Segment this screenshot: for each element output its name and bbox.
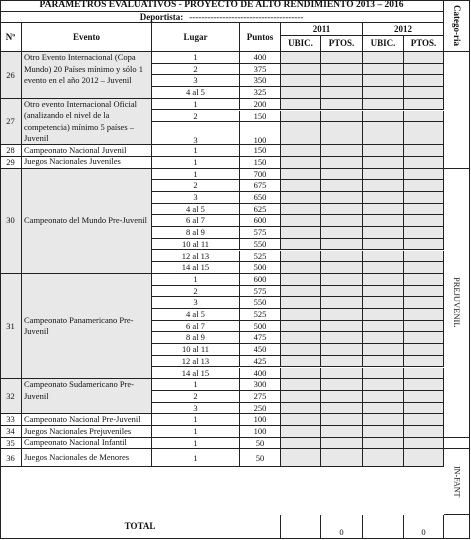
event-name: Campeonato Nacional Juvenil [22,145,152,157]
ubic-2011-input[interactable] [281,297,321,309]
ubic-2012-input[interactable] [363,286,404,298]
ubic-2012-input[interactable] [363,321,404,333]
header-points: Puntos [240,23,281,52]
ubic-2011-input[interactable] [281,122,321,145]
event-name: Campeonato Nacional Pre-Juvenil [22,414,152,426]
ptos-2011-input[interactable] [321,64,363,76]
ubic-2012-input[interactable] [363,99,404,111]
ubic-2012-input[interactable] [363,368,404,380]
category-infant: IN-FANT [444,449,470,515]
ubic-2011-input[interactable] [281,145,321,157]
ubic-2011-input[interactable] [281,227,321,239]
ubic-2012-input[interactable] [363,227,404,239]
points-cell: 250 [240,403,281,415]
place-cell: 1 [152,169,240,181]
ubic-2012-input[interactable] [363,403,404,415]
ubic-2012-input[interactable] [363,309,404,321]
ptos-2012-input[interactable] [404,274,444,286]
points-cell: 375 [240,64,281,76]
ptos-2012-input[interactable] [404,356,444,368]
ubic-2012-input[interactable] [363,251,404,263]
ptos-2012-input[interactable] [404,379,444,391]
ubic-2012-input[interactable] [363,274,404,286]
event-number: 32 [0,379,22,414]
ptos-2012-input[interactable] [404,403,444,415]
ptos-2012-input[interactable] [404,204,444,216]
ptos-2012-input[interactable] [404,157,444,169]
ubic-2012-input[interactable] [363,122,404,145]
place-cell: 6 al 7 [152,215,240,227]
place-cell: 2 [152,180,240,192]
sheet-title: PARAMETROS EVALUATIVOS - PROYECTO DE ALTO RENDIMIENTO 2013 – 2016 [0,0,444,12]
header-ptos-2012: PTOS. [404,36,444,52]
event-number: 33 [0,414,22,426]
ubic-2011-input[interactable] [281,64,321,76]
ubic-2012-input[interactable] [363,426,404,438]
ubic-2012-input[interactable] [363,215,404,227]
place-cell: 10 al 11 [152,344,240,356]
event-number: 27 [0,99,22,145]
place-cell: 2 [152,391,240,403]
ptos-2011-input[interactable] [321,391,363,403]
ubic-2011-input[interactable] [281,52,321,64]
ptos-2012-input[interactable] [404,215,444,227]
points-cell: 550 [240,297,281,309]
total-category [444,515,470,539]
ubic-2011-input[interactable] [281,157,321,169]
total-ptos-2011: 0 [321,515,363,539]
event-name: Juegos Nacionales de Menores [22,449,152,467]
place-cell: 1 [152,379,240,391]
ptos-2011-input[interactable] [321,379,363,391]
place-cell: 3 [152,192,240,204]
event-name: Otro Evento Internacional (Copa Mundo) 20 Países mínimo y sólo 1 evento en el año 2012 – Juvenil [22,52,152,99]
ubic-2011-input[interactable] [281,192,321,204]
header-year-2012: 2012 [363,23,444,36]
ubic-2012-input[interactable] [363,391,404,403]
ubic-2011-input[interactable] [281,332,321,344]
ptos-2011-input[interactable] [321,321,363,333]
ubic-2012-input[interactable] [363,262,404,274]
ptos-2012-input[interactable] [404,87,444,99]
ubic-2011-input[interactable] [281,169,321,181]
ubic-2011-input[interactable] [281,414,321,426]
ptos-2011-input[interactable] [321,204,363,216]
ptos-2011-input[interactable] [321,111,363,123]
place-cell: 3 [152,403,240,415]
ubic-2012-input[interactable] [363,449,404,467]
ubic-2012-input[interactable] [363,169,404,181]
total-label: TOTAL [0,515,281,539]
event-name: Campeonato Panamericano Pre-Juvenil [22,274,152,379]
ubic-2012-input[interactable] [363,356,404,368]
ubic-2011-input[interactable] [281,274,321,286]
ubic-2012-input[interactable] [363,111,404,123]
ubic-2011-input[interactable] [281,215,321,227]
event-name: Campeonato Nacional Infantil [22,438,152,450]
ptos-2011-input[interactable] [321,75,363,87]
place-cell: 1 [152,449,240,467]
place-cell: 14 al 15 [152,262,240,274]
place-cell: 1 [152,145,240,157]
ptos-2011-input[interactable] [321,52,363,64]
ubic-2011-input[interactable] [281,239,321,251]
ptos-2012-input[interactable] [404,192,444,204]
ptos-2012-input[interactable] [404,332,444,344]
ubic-2011-input[interactable] [281,251,321,263]
place-cell: 8 al 9 [152,227,240,239]
ptos-2012-input[interactable] [404,64,444,76]
points-cell: 475 [240,332,281,344]
ubic-2012-input[interactable] [363,332,404,344]
ptos-2011-input[interactable] [321,274,363,286]
points-cell: 600 [240,274,281,286]
place-cell: 12 al 13 [152,356,240,368]
ptos-2012-input[interactable] [404,344,444,356]
ubic-2012-input[interactable] [363,438,404,450]
ptos-2012-input[interactable] [404,75,444,87]
athlete-row [0,12,444,23]
points-cell: 675 [240,180,281,192]
ptos-2012-input[interactable] [404,99,444,111]
ptos-2012-input[interactable] [404,426,444,438]
ubic-2011-input[interactable] [281,111,321,123]
ptos-2012-input[interactable] [404,286,444,298]
ptos-2011-input[interactable] [321,356,363,368]
ptos-2011-input[interactable] [321,344,363,356]
ptos-2012-input[interactable] [404,449,444,467]
ptos-2012-input[interactable] [404,169,444,181]
ptos-2011-input[interactable] [321,192,363,204]
ptos-2011-input[interactable] [321,145,363,157]
event-number: 29 [0,157,22,169]
points-cell: 300 [240,379,281,391]
ubic-2011-input[interactable] [281,204,321,216]
points-cell: 600 [240,215,281,227]
header-category: Catego-ria [444,0,470,52]
ubic-2011-input[interactable] [281,87,321,99]
ptos-2012-input[interactable] [404,438,444,450]
points-cell: 150 [240,111,281,123]
place-cell: 3 [152,297,240,309]
event-number: 26 [0,52,22,99]
ptos-2011-input[interactable] [321,403,363,415]
ptos-2012-input[interactable] [404,111,444,123]
place-cell: 1 [152,414,240,426]
place-cell: 3 [152,122,240,145]
ubic-2012-input[interactable] [363,344,404,356]
ubic-2012-input[interactable] [363,379,404,391]
ptos-2011-input[interactable] [321,157,363,169]
place-cell: 1 [152,274,240,286]
ubic-2011-input[interactable] [281,379,321,391]
header-event: Evento [22,23,152,52]
ubic-2012-input[interactable] [363,52,404,64]
points-cell: 150 [240,157,281,169]
place-cell: 1 [152,157,240,169]
header-ptos-2011: PTOS. [321,36,363,52]
event-number: 35 [0,438,22,450]
ptos-2011-input[interactable] [321,368,363,380]
points-cell: 325 [240,87,281,99]
header-ubic-2011: UBIC. [281,36,321,52]
ubic-2011-input[interactable] [281,426,321,438]
event-name: Otro evento Internacional Oficial (analizando el nivel de la competencia) mínimo 5 países – Juvenil [22,99,152,145]
ubic-2011-input[interactable] [281,368,321,380]
ubic-2012-input[interactable] [363,75,404,87]
ptos-2012-input[interactable] [404,251,444,263]
ptos-2011-input[interactable] [321,122,363,145]
ptos-2012-input[interactable] [404,145,444,157]
ubic-2011-input[interactable] [281,403,321,415]
ubic-2011-input[interactable] [281,344,321,356]
header-num: Nº [0,23,22,52]
ptos-2011-input[interactable] [321,426,363,438]
points-cell: 200 [240,99,281,111]
ubic-2012-input[interactable] [363,204,404,216]
ubic-2011-input[interactable] [281,438,321,450]
event-number: 34 [0,426,22,438]
ubic-2012-input[interactable] [363,297,404,309]
ubic-2012-input[interactable] [363,87,404,99]
athlete-name-field[interactable]: -------------------------------------- [189,12,304,22]
ubic-2011-input[interactable] [281,262,321,274]
points-cell: 100 [240,414,281,426]
ptos-2011-input[interactable] [321,99,363,111]
place-cell: 4 al 5 [152,87,240,99]
ubic-2011-input[interactable] [281,180,321,192]
header-ubic-2012: UBIC. [363,36,404,52]
ptos-2011-input[interactable] [321,227,363,239]
header-place: Lugar [152,23,240,52]
place-cell: 10 al 11 [152,239,240,251]
points-cell: 575 [240,227,281,239]
category-gap [444,438,470,450]
ubic-2012-input[interactable] [363,64,404,76]
ubic-2011-input[interactable] [281,449,321,467]
points-cell: 550 [240,239,281,251]
points-cell: 575 [240,286,281,298]
points-cell: 100 [240,122,281,145]
place-cell: 2 [152,64,240,76]
ptos-2012-input[interactable] [404,122,444,145]
points-cell: 625 [240,204,281,216]
total-ubic-2012 [363,515,404,539]
place-cell: 8 al 9 [152,332,240,344]
ptos-2011-input[interactable] [321,262,363,274]
ubic-2011-input[interactable] [281,321,321,333]
ptos-2012-input[interactable] [404,52,444,64]
points-cell: 275 [240,391,281,403]
event-number: 31 [0,274,22,379]
points-cell: 425 [240,356,281,368]
ptos-2011-input[interactable] [321,239,363,251]
points-cell: 350 [240,75,281,87]
event-name: Juegos Nacionales Juveniles [22,157,152,169]
place-cell: 1 [152,52,240,64]
ptos-2011-input[interactable] [321,87,363,99]
ptos-2012-input[interactable] [404,180,444,192]
place-cell: 4 al 5 [152,309,240,321]
points-cell: 100 [240,426,281,438]
total-ptos-2012: 0 [404,515,444,539]
ptos-2011-input[interactable] [321,180,363,192]
ptos-2011-input[interactable] [321,286,363,298]
ptos-2011-input[interactable] [321,251,363,263]
ubic-2011-input[interactable] [281,75,321,87]
place-cell: 1 [152,426,240,438]
ptos-2011-input[interactable] [321,438,363,450]
athlete-label: Deportista: [139,12,184,22]
ptos-2012-input[interactable] [404,309,444,321]
ptos-2012-input[interactable] [404,391,444,403]
ubic-2011-input[interactable] [281,99,321,111]
points-cell: 400 [240,368,281,380]
points-cell: 525 [240,251,281,263]
ptos-2012-input[interactable] [404,239,444,251]
ptos-2012-input[interactable] [404,297,444,309]
ubic-2012-input[interactable] [363,192,404,204]
event-number: 30 [0,169,22,274]
place-cell: 6 al 7 [152,321,240,333]
ubic-2012-input[interactable] [363,414,404,426]
ptos-2011-input[interactable] [321,215,363,227]
category-juvenil [444,52,470,169]
ptos-2011-input[interactable] [321,309,363,321]
place-cell: 12 al 13 [152,251,240,263]
points-cell: 700 [240,169,281,181]
place-cell: 2 [152,286,240,298]
ptos-2012-input[interactable] [404,368,444,380]
ubic-2012-input[interactable] [363,180,404,192]
points-cell: 500 [240,262,281,274]
place-cell: 14 al 15 [152,368,240,380]
ptos-2012-input[interactable] [404,262,444,274]
ubic-2012-input[interactable] [363,239,404,251]
points-cell: 50 [240,438,281,450]
ubic-2011-input[interactable] [281,286,321,298]
ptos-2011-input[interactable] [321,449,363,467]
ubic-2012-input[interactable] [363,157,404,169]
ptos-2011-input[interactable] [321,414,363,426]
event-number: 36 [0,449,22,467]
event-name: Campeonato del Mundo Pre-Juvenil [22,169,152,274]
place-cell: 4 al 5 [152,204,240,216]
place-cell: 2 [152,111,240,123]
place-cell: 3 [152,75,240,87]
ubic-2011-input[interactable] [281,391,321,403]
ubic-2011-input[interactable] [281,309,321,321]
points-cell: 50 [240,449,281,467]
header-year-2011: 2011 [281,23,363,36]
place-cell: 1 [152,99,240,111]
points-cell: 450 [240,344,281,356]
points-cell: 650 [240,192,281,204]
ptos-2011-input[interactable] [321,332,363,344]
points-cell: 400 [240,52,281,64]
ptos-2011-input[interactable] [321,297,363,309]
ptos-2012-input[interactable] [404,414,444,426]
event-number: 28 [0,145,22,157]
event-name: Juegos Nacionales Prejuveniles [22,426,152,438]
event-name: Campeonato Sudamericano Pre-Juvenil [22,379,152,414]
points-cell: 150 [240,145,281,157]
points-cell: 500 [240,321,281,333]
category-prejuvenil: PREJUVENIL [444,169,470,438]
place-cell: 1 [152,438,240,450]
points-cell: 525 [240,309,281,321]
ubic-2012-input[interactable] [363,145,404,157]
ubic-2011-input[interactable] [281,356,321,368]
ptos-2011-input[interactable] [321,169,363,181]
total-ubic-2011 [281,515,321,539]
ptos-2012-input[interactable] [404,227,444,239]
ptos-2012-input[interactable] [404,321,444,333]
